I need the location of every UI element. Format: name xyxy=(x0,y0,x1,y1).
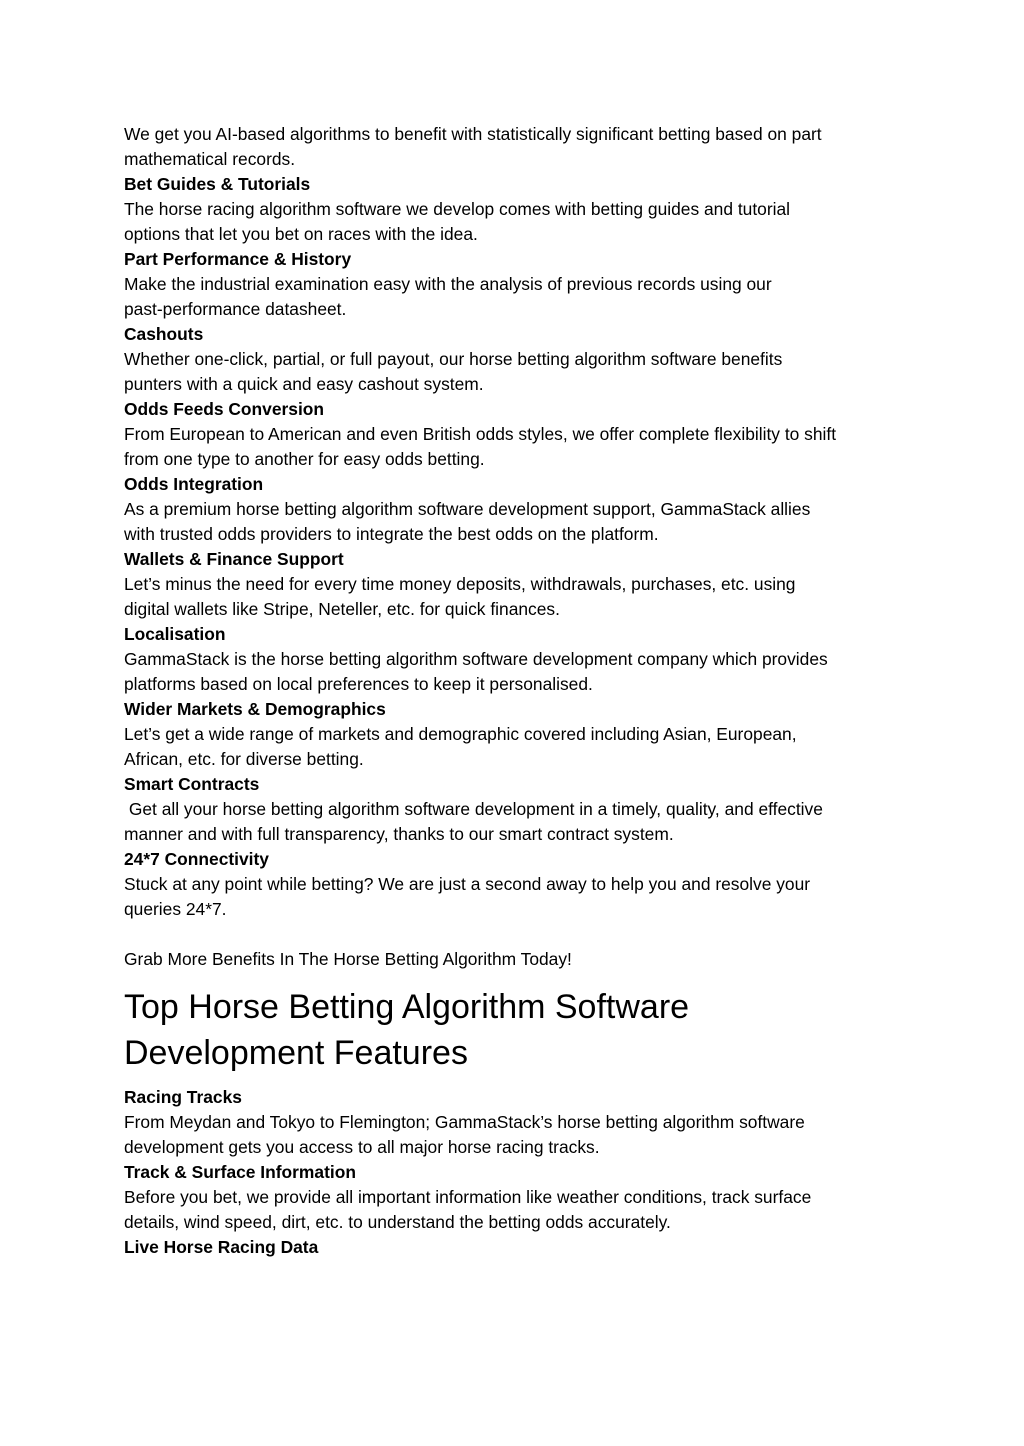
feature-text-line: options that let you bet on races with the idea. xyxy=(124,224,478,244)
feature-text-line: African, etc. for diverse betting. xyxy=(124,749,364,769)
feature-heading-odds-integration: Odds Integration xyxy=(124,474,264,494)
intro-text-line: mathematical records. xyxy=(124,149,296,169)
feature-text-line: manner and with full transparency, thanks to our smart contract system. xyxy=(124,824,674,844)
feature-text-line: from one type to another for easy odds betting. xyxy=(124,449,485,469)
feature-heading-wallets: Wallets & Finance Support xyxy=(124,549,344,569)
feature-text-line: with trusted odds providers to integrate the best odds on the platform. xyxy=(124,524,659,544)
feature-heading-live-data: Live Horse Racing Data xyxy=(124,1237,319,1257)
feature-text-line: past-performance datasheet. xyxy=(124,299,347,319)
call-to-action-text: Grab More Benefits In The Horse Betting Algorithm Today! xyxy=(124,949,572,969)
feature-text-line: GammaStack is the horse betting algorithm software development company which provides xyxy=(124,649,828,669)
feature-text-line: Let’s get a wide range of markets and demographic covered including Asian, European, xyxy=(124,724,797,744)
feature-text-line: Whether one-click, partial, or full payout, our horse betting algorithm software benefits xyxy=(124,349,783,369)
feature-text-line: queries 24*7. xyxy=(124,899,227,919)
feature-heading-connectivity: 24*7 Connectivity xyxy=(124,849,269,869)
document-page xyxy=(124,122,914,1260)
feature-text-line: details, wind speed, dirt, etc. to understand the betting odds accurately. xyxy=(124,1212,671,1232)
feature-heading-cashouts: Cashouts xyxy=(124,324,204,344)
feature-heading-part-performance: Part Performance & History xyxy=(124,249,352,269)
feature-text-line: The horse racing algorithm software we develop comes with betting guides and tutorial xyxy=(124,199,791,219)
feature-text-line: platforms based on local preferences to keep it personalised. xyxy=(124,674,593,694)
section-title-line: Top Horse Betting Algorithm Software xyxy=(124,988,690,1026)
feature-heading-racing-tracks: Racing Tracks xyxy=(124,1087,242,1107)
feature-heading-wider-markets: Wider Markets & Demographics xyxy=(124,699,386,719)
feature-text-line: Get all your horse betting algorithm software development in a timely, quality, and effective xyxy=(124,799,823,819)
section-title xyxy=(124,972,914,1085)
feature-heading-smart-contracts: Smart Contracts xyxy=(124,774,260,794)
feature-heading-localisation: Localisation xyxy=(124,624,226,644)
feature-text-line: digital wallets like Stripe, Neteller, etc. for quick finances. xyxy=(124,599,560,619)
section-title-line: Development Features xyxy=(124,1034,468,1072)
feature-text-line: Before you bet, we provide all important information like weather conditions, track surface xyxy=(124,1187,812,1207)
feature-text-line: punters with a quick and easy cashout system. xyxy=(124,374,484,394)
feature-text-line: From Meydan and Tokyo to Flemington; GammaStack’s horse betting algorithm software xyxy=(124,1112,805,1132)
feature-heading-odds-feeds: Odds Feeds Conversion xyxy=(124,399,325,419)
feature-heading-track-surface: Track & Surface Information xyxy=(124,1162,356,1182)
feature-text-line: As a premium horse betting algorithm software development support, GammaStack allies xyxy=(124,499,811,519)
feature-text-line: development gets you access to all major horse racing tracks. xyxy=(124,1137,600,1157)
feature-text-line: Stuck at any point while betting? We are just a second away to help you and resolve your xyxy=(124,874,811,894)
feature-text-line: Make the industrial examination easy with the analysis of previous records using our xyxy=(124,274,772,294)
feature-text-line: Let’s minus the need for every time money deposits, withdrawals, purchases, etc. using xyxy=(124,574,796,594)
feature-text-line: From European to American and even British odds styles, we offer complete flexibility to shift xyxy=(124,424,837,444)
intro-text-line: We get you AI-based algorithms to benefit with statistically significant betting based on part xyxy=(124,124,822,144)
paragraph-spacer xyxy=(124,922,914,947)
feature-heading-bet-guides: Bet Guides & Tutorials xyxy=(124,174,311,194)
